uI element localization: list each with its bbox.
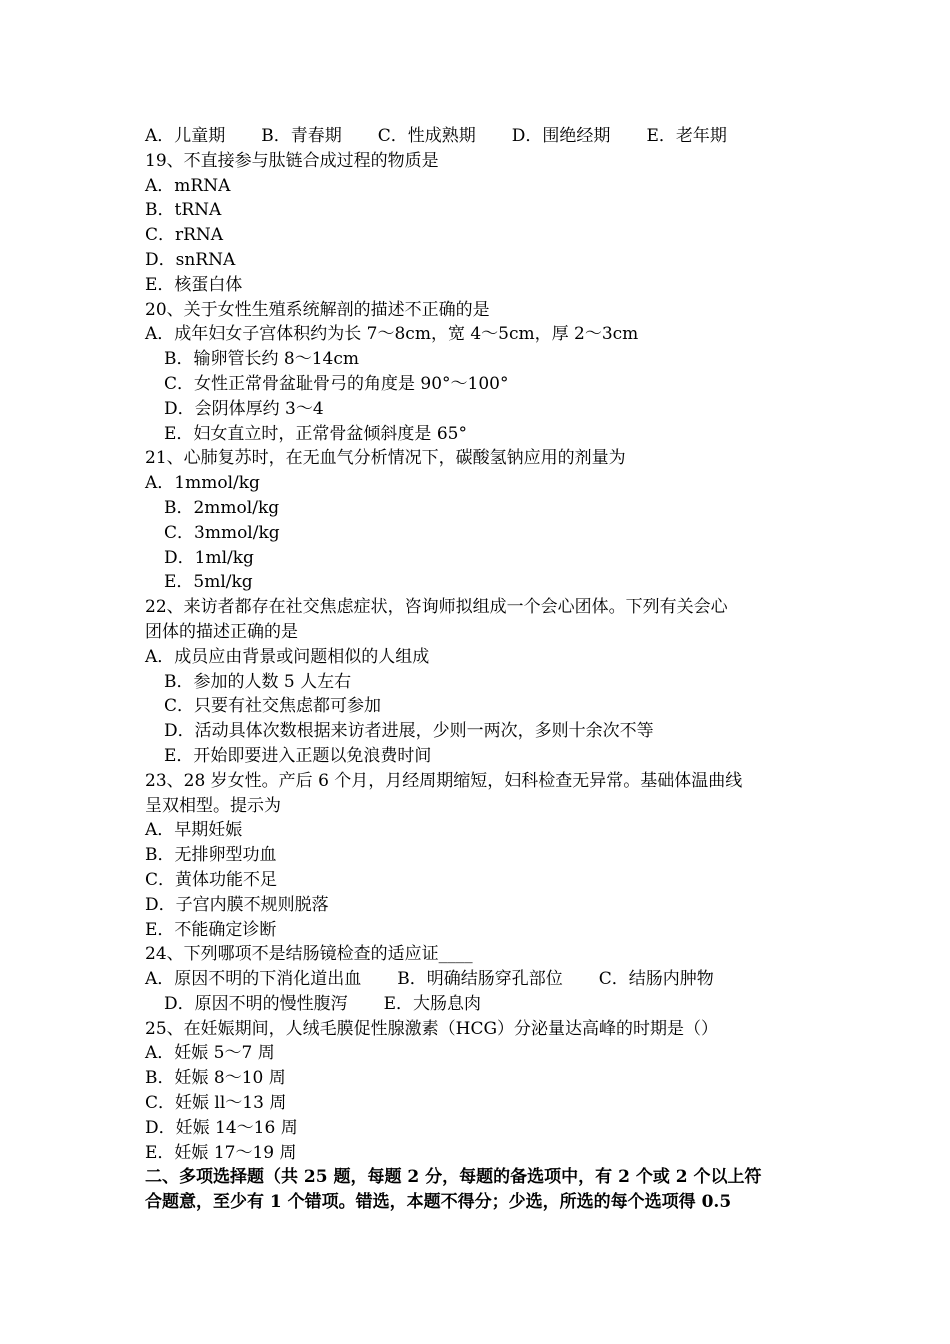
- option: A．成员应由背景或问题相似的人组成: [145, 646, 430, 667]
- option: C．结肠内肿物: [598, 969, 714, 990]
- question-22-line1: 22、来访者都存在社交焦虑症状，咨询师拟组成一个会心团体。下列有关会心: [145, 597, 728, 618]
- option: D．原因不明的慢性腹泻: [164, 993, 348, 1014]
- option: C．rRNA: [145, 225, 224, 246]
- option: B．明确结肠穿孔部位: [397, 969, 563, 990]
- option: D．会阴体厚约 3～4: [164, 398, 324, 419]
- option: C．黄体功能不足: [145, 869, 278, 890]
- option: B．参加的人数 5 人左右: [164, 671, 352, 692]
- option: B．无排卵型功血: [145, 845, 277, 866]
- option: E．妊娠 17～19 周: [145, 1142, 297, 1163]
- option: B．2mmol/kg: [164, 497, 280, 518]
- option: D．子宫内膜不规则脱落: [145, 894, 329, 915]
- option: E．5ml/kg: [164, 572, 253, 593]
- option: A．早期妊娠: [145, 820, 243, 841]
- question-25: 25、在妊娠期间，人绒毛膜促性腺激素（HCG）分泌量达高峰的时期是（）: [145, 1018, 719, 1039]
- question-19: 19、不直接参与肽链合成过程的物质是: [145, 150, 439, 171]
- option: B．青春期: [261, 126, 342, 146]
- q24-options-row1: [145, 967, 810, 992]
- section-2-heading-line2: 合题意，至少有 1 个错项。错选，本题不得分；少选，所选的每个选项得 0.5: [145, 1192, 732, 1213]
- q18-options: [145, 124, 810, 149]
- option: E．大肠息肉: [383, 993, 482, 1014]
- question-24: 24、下列哪项不是结肠镜检查的适应证____: [145, 944, 473, 965]
- option: D．1ml/kg: [164, 547, 254, 568]
- option: D．snRNA: [145, 249, 236, 270]
- option: B．输卵管长约 8～14cm: [164, 349, 359, 370]
- option: E．核蛋白体: [145, 274, 243, 295]
- option: A．原因不明的下消化道出血: [145, 969, 362, 990]
- option: D．围绝经期: [511, 126, 611, 146]
- option: B．tRNA: [145, 200, 222, 221]
- option: E．开始即要进入正题以免浪费时间: [164, 745, 432, 766]
- option: A．儿童期: [145, 126, 226, 146]
- option: C．只要有社交焦虑都可参加: [164, 696, 382, 717]
- option: A．mRNA: [145, 175, 231, 196]
- option: A．成年妇女子宫体积约为长 7～8cm，宽 4～5cm，厚 2～3cm: [145, 324, 639, 345]
- option: D．活动具体次数根据来访者进展，少则一两次，多则十余次不等: [164, 721, 654, 742]
- option: C．性成熟期: [377, 126, 476, 146]
- question-20: 20、关于女性生殖系统解剖的描述不正确的是: [145, 299, 490, 320]
- option: D．妊娠 14～16 周: [145, 1117, 298, 1138]
- option: C．3mmol/kg: [164, 522, 280, 543]
- document-page: [145, 124, 810, 1215]
- section-2-heading-line1: 二、多项选择题（共 25 题，每题 2 分，每题的备选项中，有 2 个或 2 个以上符: [145, 1167, 762, 1188]
- option: E．妇女直立时，正常骨盆倾斜度是 65°: [164, 423, 467, 444]
- question-22-line2: 团体的描述正确的是: [145, 621, 298, 642]
- q24-options-row2: [145, 992, 810, 1017]
- option: A．妊娠 5～7 周: [145, 1043, 275, 1064]
- option: A．1mmol/kg: [145, 473, 260, 494]
- option: B．妊娠 8～10 周: [145, 1068, 286, 1089]
- option: C．女性正常骨盆耻骨弓的角度是 90°～100°: [164, 373, 509, 394]
- option: E．不能确定诊断: [145, 919, 277, 940]
- option: C．妊娠 ll～13 周: [145, 1093, 287, 1114]
- option: E．老年期: [646, 126, 727, 146]
- question-23-line2: 呈双相型。提示为: [145, 795, 281, 816]
- question-23-line1: 23、28 岁女性。产后 6 个月，月经周期缩短，妇科检查无异常。基础体温曲线: [145, 770, 743, 791]
- question-21: 21、心肺复苏时，在无血气分析情况下，碳酸氢钠应用的剂量为: [145, 448, 626, 469]
